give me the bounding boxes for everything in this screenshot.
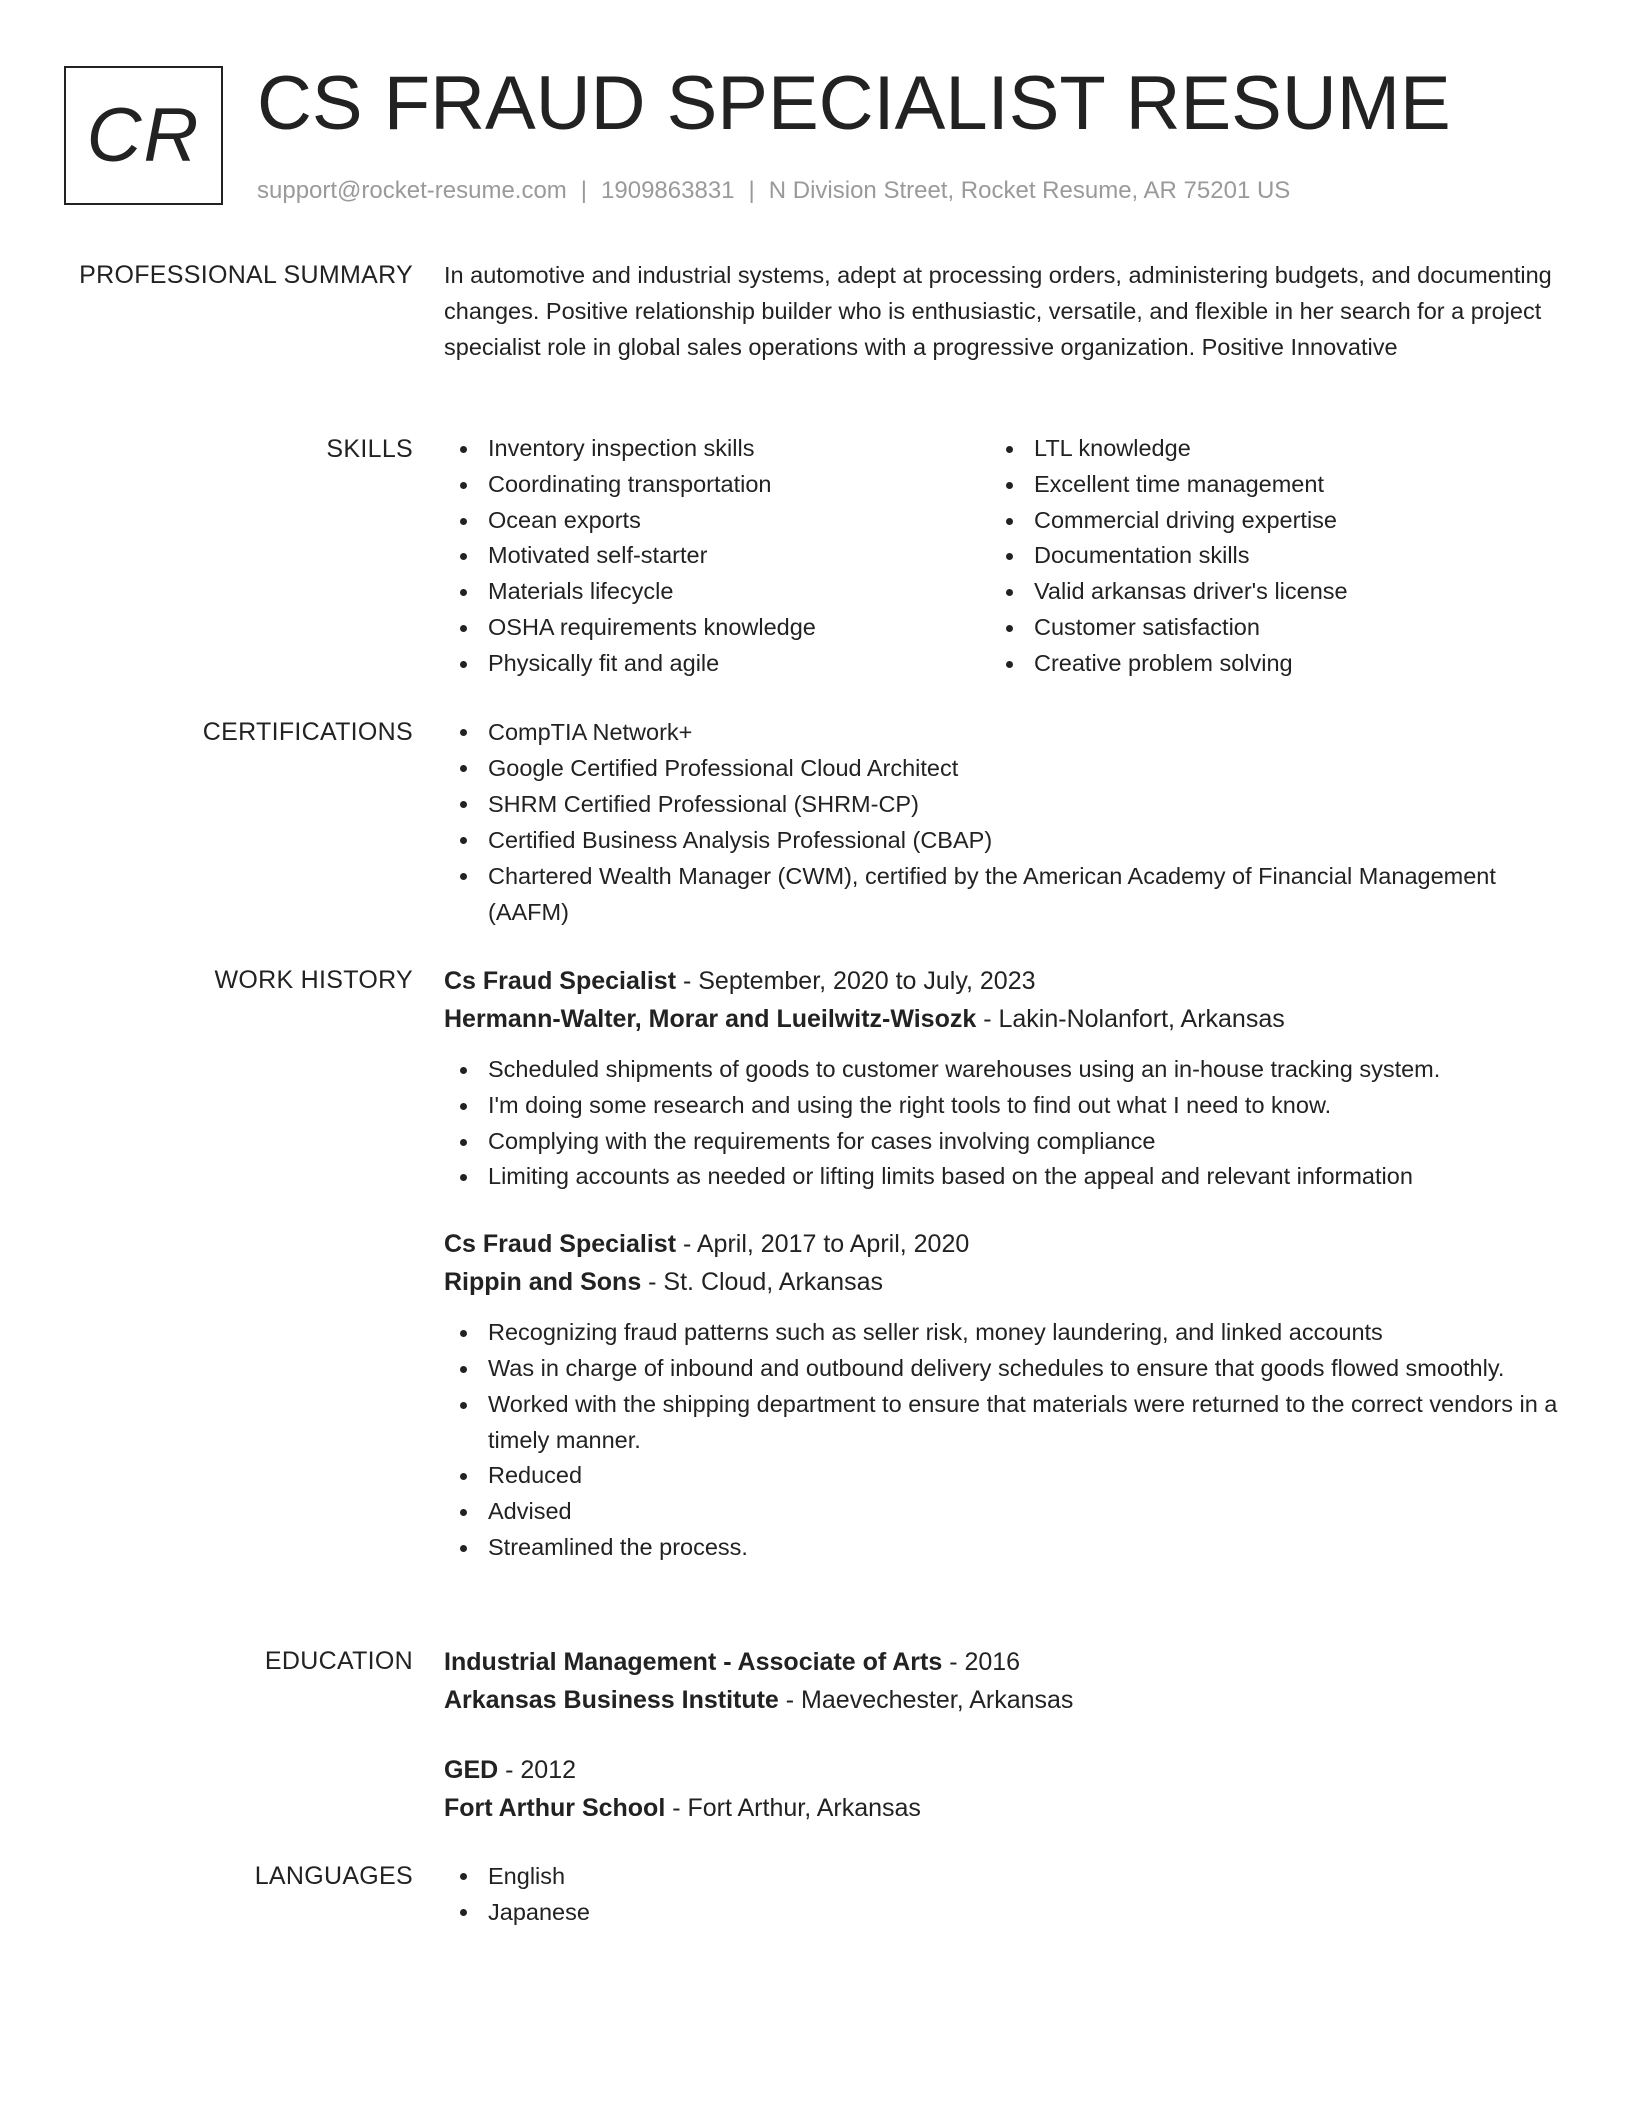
certification-item: CompTIA Network+ <box>444 714 1564 750</box>
skill-item: Customer satisfaction <box>990 610 1536 646</box>
job-bullet: Advised <box>444 1494 1564 1530</box>
certification-item: Google Certified Professional Cloud Architect <box>444 750 1564 786</box>
education-degree-line <box>444 1751 1564 1789</box>
education-entry <box>444 1751 1564 1827</box>
job-company: Rippin and Sons <box>444 1268 642 1297</box>
summary-body <box>444 257 1564 365</box>
job-dates: - September, 2020 to July, 2023 <box>676 967 1036 995</box>
skill-item: Documentation skills <box>990 538 1536 574</box>
skill-item: Valid arkansas driver's license <box>990 574 1536 610</box>
languages-list <box>444 1858 1564 1930</box>
certification-item: Chartered Wealth Manager (CWM), certified by the American Academy of Financial Management (AAFM) <box>444 858 1564 930</box>
contact-phone: 1909863831 <box>601 177 735 204</box>
contact-email: support@rocket-resume.com <box>257 177 567 204</box>
skill-item: Physically fit and agile <box>444 646 990 682</box>
job-location: - Lakin-Nolanfort, Arkansas <box>976 1005 1285 1033</box>
job-dates: - April, 2017 to April, 2020 <box>676 1230 970 1259</box>
skills-list-right <box>990 431 1536 682</box>
job-bullet: Scheduled shipments of goods to customer warehouses using an in-house tracking system. <box>444 1052 1564 1088</box>
skill-item: Commercial driving expertise <box>990 503 1536 539</box>
job-bullet: Limiting accounts as needed or lifting limits based on the appeal and relevant information <box>444 1159 1564 1195</box>
job-bullets <box>444 1315 1564 1566</box>
skill-item: Materials lifecycle <box>444 574 990 610</box>
skill-item: LTL knowledge <box>990 431 1536 467</box>
education-location: - Maevechester, Arkansas <box>778 1686 1074 1714</box>
job-title: Cs Fraud Specialist <box>444 1230 677 1259</box>
section-label-certifications: CERTIFICATIONS <box>202 718 413 746</box>
education-school-line <box>444 1789 1564 1827</box>
job-title-line <box>444 962 1564 1000</box>
job-company-line <box>444 1263 1564 1301</box>
education-year: - 2012 <box>498 1756 577 1784</box>
job-bullet: Reduced <box>444 1458 1564 1494</box>
education-school: Arkansas Business Institute <box>444 1686 779 1714</box>
skill-item: Motivated self-starter <box>444 538 990 574</box>
section-label-education: EDUCATION <box>264 1647 413 1675</box>
skill-item: OSHA requirements knowledge <box>444 610 990 646</box>
contact-address: N Division Street, Rocket Resume, AR 75201 US <box>768 177 1291 204</box>
job-bullet: Recognizing fraud patterns such as seller risk, money laundering, and linked accounts <box>444 1315 1564 1351</box>
skills-columns <box>444 431 1564 682</box>
job-entry <box>444 962 1564 1195</box>
section-label-work: WORK HISTORY <box>214 966 413 994</box>
contact-separator: | <box>580 177 588 204</box>
work-body <box>444 962 1564 1566</box>
certifications-list <box>444 714 1564 930</box>
job-company-line <box>444 1000 1564 1038</box>
page-title: CS FRAUD SPECIALIST RESUME <box>257 61 1451 146</box>
monogram-logo: CR <box>64 66 223 205</box>
job-bullet: Complying with the requirements for cases involving compliance <box>444 1124 1564 1160</box>
languages-body <box>444 1858 1564 1930</box>
job-company: Hermann-Walter, Morar and Lueilwitz-Wisozk <box>444 1005 977 1033</box>
job-location: - St. Cloud, Arkansas <box>641 1268 883 1297</box>
certification-item: SHRM Certified Professional (SHRM-CP) <box>444 786 1564 822</box>
summary-text: In automotive and industrial systems, adept at processing orders, administering budgets, and documenting changes. Positive relationship builder who is enthusiastic, versatile, and flexible in her search for a project specialist role in global sales operations with a progressive organization. Positive Innovative <box>444 262 1552 360</box>
education-location: - Fort Arthur, Arkansas <box>665 1794 921 1822</box>
job-bullet: Worked with the shipping department to ensure that materials were returned to the correct vendors in a timely manner. <box>444 1387 1564 1459</box>
contact-separator: | <box>748 177 755 204</box>
education-school: Fort Arthur School <box>444 1794 666 1822</box>
certifications-body <box>444 714 1564 930</box>
job-title: Cs Fraud Specialist <box>444 967 677 995</box>
language-item: Japanese <box>444 1894 1564 1930</box>
job-bullet: Was in charge of inbound and outbound delivery schedules to ensure that goods flowed smoothly. <box>444 1351 1564 1387</box>
language-item: English <box>444 1858 1564 1894</box>
skill-item: Creative problem solving <box>990 646 1536 682</box>
job-bullets <box>444 1052 1564 1195</box>
education-year: - 2016 <box>942 1648 1021 1676</box>
certification-item: Certified Business Analysis Professional (CBAP) <box>444 822 1564 858</box>
skill-item: Coordinating transportation <box>444 467 990 503</box>
resume-header <box>64 61 1564 216</box>
section-label-summary: PROFESSIONAL SUMMARY <box>79 261 413 289</box>
section-label-languages: LANGUAGES <box>254 1862 413 1890</box>
skills-list-left <box>444 431 990 682</box>
job-entry <box>444 1225 1564 1566</box>
skill-item: Excellent time management <box>990 467 1536 503</box>
job-title-line <box>444 1225 1564 1263</box>
education-degree: Industrial Management - Associate of Arts <box>444 1648 943 1676</box>
skill-item: Inventory inspection skills <box>444 431 990 467</box>
education-degree-line <box>444 1643 1564 1681</box>
job-bullet: Streamlined the process. <box>444 1530 1564 1566</box>
education-entry <box>444 1643 1564 1719</box>
education-school-line <box>444 1681 1564 1719</box>
education-body <box>444 1643 1564 1827</box>
contact-line <box>257 174 1290 208</box>
section-label-skills: SKILLS <box>326 435 413 463</box>
skill-item: Ocean exports <box>444 503 990 539</box>
education-degree: GED <box>444 1756 499 1784</box>
job-bullet: I'm doing some research and using the right tools to find out what I need to know. <box>444 1088 1564 1124</box>
